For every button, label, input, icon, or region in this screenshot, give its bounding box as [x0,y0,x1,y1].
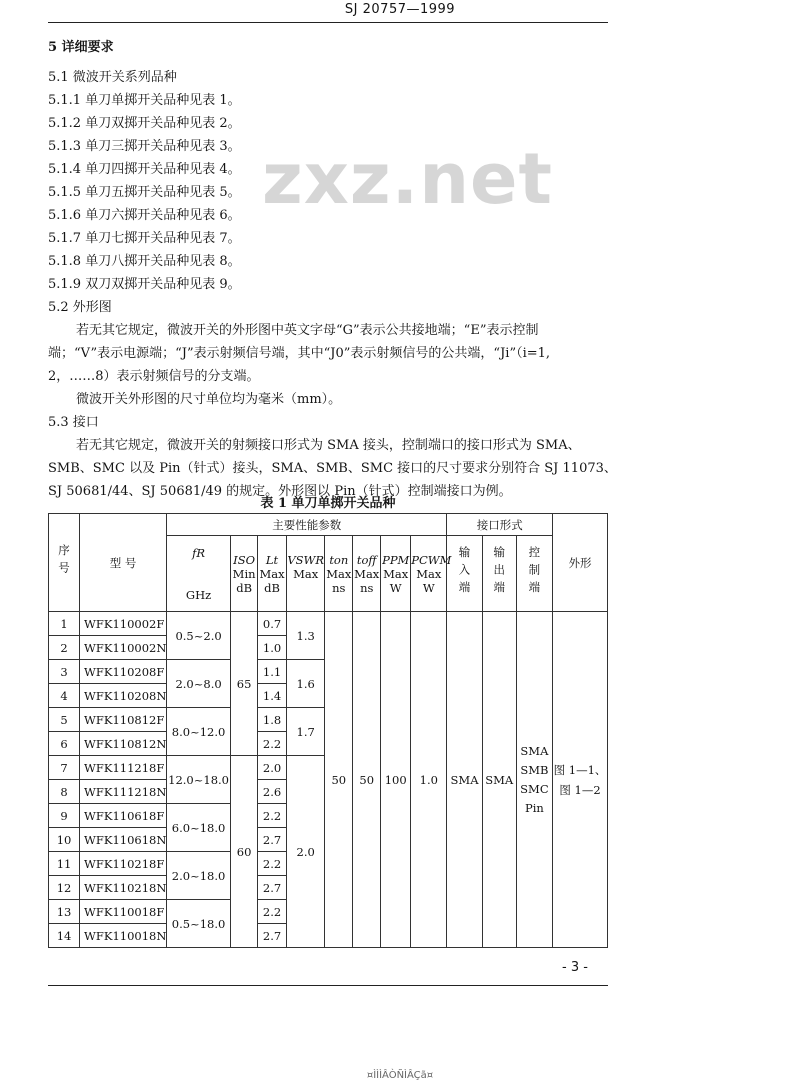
col-header-control: 控制端 [516,536,552,612]
text-line: 5.1.9 双刀双掷开关品种见表 9。 [48,277,241,292]
cell-seq: 12 [49,876,80,900]
text-line: 5.1.8 单刀八掷开关品种见表 8。 [48,254,241,269]
cell-model: WFK110208N [80,684,167,708]
cell-seq: 1 [49,612,80,636]
text-line: 5.1 微波开关系列品种 [48,70,177,85]
col-header-freq: fR GHz [166,536,230,612]
cell-freq: 2.0~18.0 [166,852,230,900]
footer-text: ¤ÌÌÌÂÒÑÌÂÇã¤ [366,1070,434,1081]
page-number: - 3 - [562,960,588,975]
cell-model: WFK110218F [80,852,167,876]
cell-freq: 2.0~8.0 [166,660,230,708]
text-line: 5.2 外形图 [48,300,112,315]
cell-seq: 9 [49,804,80,828]
cell-loss: 1.0 [258,636,287,660]
cell-model: WFK110002N [80,636,167,660]
cell-seq: 14 [49,924,80,948]
cell-freq: 8.0~12.0 [166,708,230,756]
cell-loss: 2.2 [258,900,287,924]
cell-seq: 5 [49,708,80,732]
cell-outline [553,612,608,948]
footer-divider [48,985,608,986]
text-line: 5.1.1 单刀单掷开关品种见表 1。 [48,93,241,108]
cell-model: WFK111218F [80,756,167,780]
section-heading: 5 详细要求 [48,40,114,55]
text-line: 5.3 接口 [48,415,99,430]
text-line: 微波开关外形图的尺寸单位均为毫米（mm）。 [76,392,342,407]
col-header-output: 输出端 [482,536,516,612]
cell-control [516,612,552,948]
outline-ref: 图 1—1、 [553,762,607,777]
cell-loss: 0.7 [258,612,287,636]
spec-table [48,513,608,948]
cell-loss: 2.2 [258,804,287,828]
text-line: 5.1.4 单刀四掷开关品种见表 4。 [48,162,241,177]
cell-toff: 50 [353,612,381,948]
cell-ton: 50 [325,612,353,948]
col-header-ppm: PPM Max W [381,536,411,612]
text-line: 5.1.3 单刀三掷开关品种见表 3。 [48,139,241,154]
text-line: 5.1.6 单刀六掷开关品种见表 6。 [48,208,241,223]
cell-seq: 4 [49,684,80,708]
cell-seq: 7 [49,756,80,780]
cell-freq: 0.5~18.0 [166,900,230,948]
cell-loss: 2.6 [258,780,287,804]
text-line: 若无其它规定，微波开关的外形图中英文字母“G”表示公共接地端；“E”表示控制 [76,323,539,338]
col-header-model: 型 号 [80,514,167,612]
cell-model: WFK110218N [80,876,167,900]
text-line: 5.1.7 单刀七掷开关品种见表 7。 [48,231,241,246]
cell-seq: 13 [49,900,80,924]
cell-loss: 2.2 [258,732,287,756]
col-header-interface: 接口形式 [447,514,553,536]
col-header-ton: ton Max ns [325,536,353,612]
cell-vswr: 1.3 [287,612,325,660]
cell-seq: 3 [49,660,80,684]
text-line: SMB、SMC 以及 Pin（针式）接头，SMA、SMB、SMC 接口的尺寸要求分别符合 SJ 11073、 [48,461,617,476]
cell-output: SMA [482,612,516,948]
table-row [49,612,608,636]
cell-model: WFK110018N [80,924,167,948]
cell-seq: 6 [49,732,80,756]
watermark-text: zxz.net [262,138,553,220]
cell-loss: 1.8 [258,708,287,732]
col-header-outline: 外形 [553,514,608,612]
cell-model: WFK110018F [80,900,167,924]
cell-model: WFK110812F [80,708,167,732]
header-divider [48,22,608,23]
col-header-seq: 序号 [49,514,80,612]
cell-loss: 1.4 [258,684,287,708]
col-header-vswr: VSWR Max [287,536,325,612]
cell-vswr: 2.0 [287,756,325,948]
control-type: Pin [524,801,544,815]
text-line: 5.1.5 单刀五掷开关品种见表 5。 [48,185,241,200]
text-line: SJ 50681/44、SJ 50681/49 的规定。外形图以 Pin（针式）控制端接口为例。 [48,484,512,499]
cell-seq: 8 [49,780,80,804]
cell-model: WFK111218N [80,780,167,804]
cell-model: WFK110618N [80,828,167,852]
cell-iso: 60 [231,756,258,948]
cell-model: WFK110002F [80,612,167,636]
cell-freq: 12.0~18.0 [166,756,230,804]
cell-input: SMA [447,612,482,948]
outline-ref: 图 1—2 [559,782,601,797]
col-header-pcwm: PCWM Max W [411,536,447,612]
cell-seq: 11 [49,852,80,876]
cell-vswr: 1.6 [287,660,325,708]
cell-loss: 2.0 [258,756,287,780]
col-header-input: 输入端 [447,536,482,612]
text-line: 2，……8）表示射频信号的分支端。 [48,369,260,384]
cell-seq: 2 [49,636,80,660]
text-line: 端；“V”表示电源端；“J”表示射频信号端，其中“J0”表示射频信号的公共端，“Ji”（i=1, [48,346,551,361]
document-number-header: SJ 20757—1999 [344,2,456,17]
col-header-loss: Lt Max dB [258,536,287,612]
cell-iso: 65 [231,612,258,756]
cell-freq: 0.5~2.0 [166,612,230,660]
cell-loss: 2.7 [258,876,287,900]
col-header-iso: ISO Min dB [231,536,258,612]
control-type: SMC [520,782,549,796]
cell-loss: 2.7 [258,924,287,948]
cell-model: WFK110618F [80,804,167,828]
col-header-main-params: 主要性能参数 [166,514,446,536]
cell-vswr: 1.7 [287,708,325,756]
table-title: 表 1 单刀单掷开关品种 [260,496,396,511]
col-header-toff: toff Max ns [353,536,381,612]
cell-ppm: 100 [381,612,411,948]
cell-loss: 2.2 [258,852,287,876]
cell-loss: 2.7 [258,828,287,852]
cell-model: WFK110208F [80,660,167,684]
cell-pcwm: 1.0 [411,612,447,948]
text-line: 若无其它规定，微波开关的射频接口形式为 SMA 接头，控制端口的接口形式为 SMA、 [76,438,581,453]
control-type: SMA [520,744,549,758]
text-line: 5.1.2 单刀双掷开关品种见表 2。 [48,116,241,131]
cell-seq: 10 [49,828,80,852]
cell-loss: 1.1 [258,660,287,684]
cell-freq: 6.0~18.0 [166,804,230,852]
cell-model: WFK110812N [80,732,167,756]
control-type: SMB [520,763,549,777]
